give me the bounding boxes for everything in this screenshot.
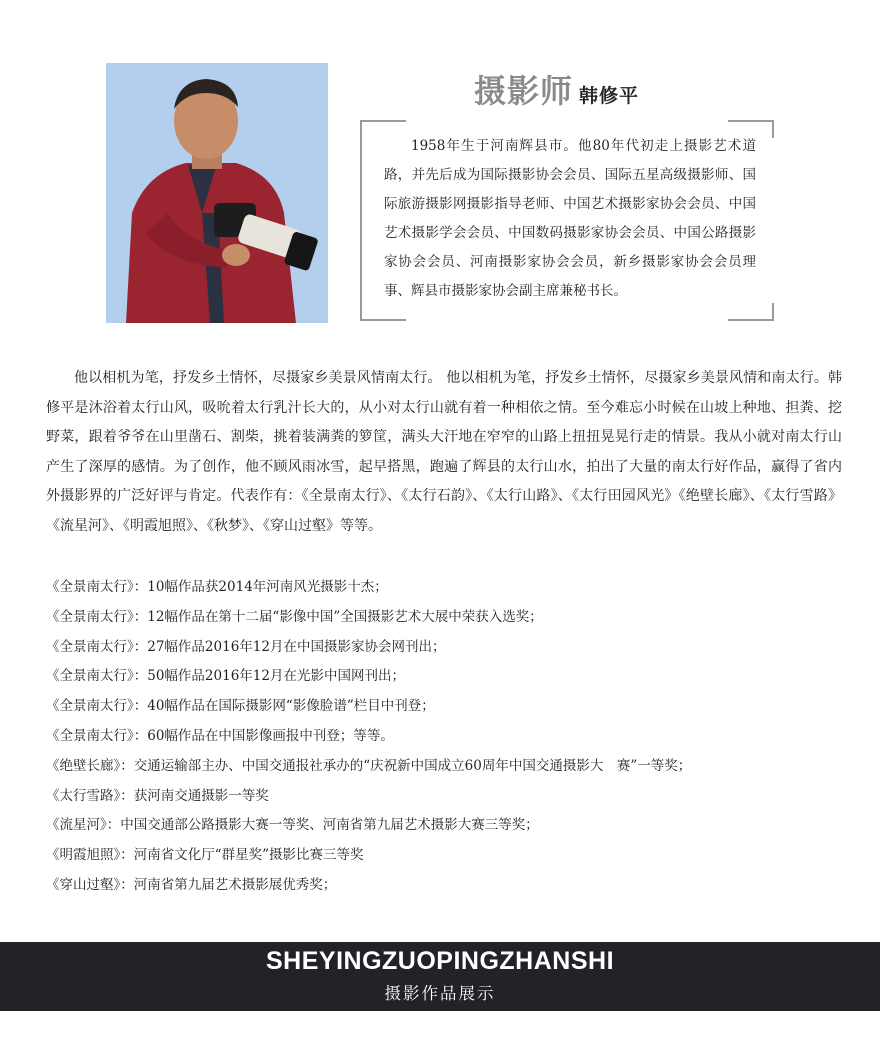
award-item: 《太行雪路》：获河南交通摄影一等奖 xyxy=(46,787,269,804)
award-item: 《全景南太行》：60幅作品在中国影像画报中刊登；等等。 xyxy=(46,727,394,744)
frame-top-left-line xyxy=(360,120,406,122)
award-item: 《流星河》：中国交通部公路摄影大赛一等奖、河南省第九届艺术摄影大赛三等奖； xyxy=(46,817,539,834)
frame-bottom-right-line xyxy=(728,319,774,321)
frame-right-top-line xyxy=(772,120,774,138)
award-item: 《全景南太行》：50幅作品2016年12月在光影中国网刊出； xyxy=(46,668,405,685)
frame-left-line xyxy=(360,120,362,321)
intro-paragraph: 他以相机为笔，抒发乡土情怀，尽摄家乡美景风情南太行。 他以相机为笔，抒发乡土情怀，尽摄家乡美景风情和南太行。韩修平是沐浴着太行山风，吸吮着太行乳汁长大的，从小对太行山就有着一种相依之情。至今难忘小时候在山坡上种地、担粪、挖野菜，跟着爷爷在山里凿石、割柴，挑着装满粪的箩筐，满头大汗地在窄窄的山路上扭扭晃晃行走的情景。我从小就对南太行山产生了深厚的感情。为了创作，他不顾风雨冰雪，起早搭黑，跑遍了辉县的太行山水，拍出了大量的南太行好作品，赢得了省内外摄影界的广泛好评与肯定。代表作有：《全景南太行》、《太行石韵》、《太行山路》、《太行田园风光》《绝壁长廊》、《太行雪路》《流星河》、《明霞旭照》、《秋梦》、《穿山过壑》等等。 xyxy=(46,370,842,534)
award-item: 《全景南太行》：10幅作品获2014年河南风光摄影十杰； xyxy=(46,579,388,595)
works-banner xyxy=(0,942,880,1011)
bio-text: 1958年生于河南辉县市。他80年代初走上摄影艺术道路，并先后成为国际摄影协会会员、国际五星高级摄影师、国际旅游摄影网摄影指导老师、中国艺术摄影家协会会员、中国艺术摄影学会会员、中国数码摄影家协会会员、中国公路摄影家协会会员、河南摄影家协会会员，新乡摄影家协会会员理事、辉县市摄影家协会副主席兼秘书长。 xyxy=(384,138,756,299)
award-item: 《穿山过壑》：河南省第九届艺术摄影展优秀奖； xyxy=(46,876,337,893)
banner-chinese-title: 摄影作品展示 xyxy=(384,984,496,1003)
awards-list xyxy=(46,573,846,901)
award-item: 《全景南太行》：40幅作品在国际摄影网“影像脸谱”栏目中刊登； xyxy=(46,698,435,715)
award-item: 《绝壁长廊》：交通运输部主办、中国交通报社承办的“庆祝新中国成立60周年中国交通摄影大 赛”一等奖； xyxy=(46,757,692,774)
portrait-illustration xyxy=(106,63,328,323)
frame-top-right-line xyxy=(728,120,774,122)
award-item: 《全景南太行》：12幅作品在第十二届“影像中国”全国摄影艺术大展中荣获入选奖； xyxy=(46,608,543,625)
banner-english-title: SHEYINGZUOPINGZHANSHI xyxy=(265,947,615,975)
photographer-portrait xyxy=(106,63,328,323)
frame-right-bottom-line xyxy=(772,303,774,321)
page-title: 摄影师 xyxy=(474,72,574,110)
award-item: 《全景南太行》：27幅作品2016年12月在中国摄影家协会网刊出； xyxy=(46,638,446,655)
award-item: 《明霞旭照》：河南省文化厅“群星奖”摄影比赛三等奖 xyxy=(46,847,364,864)
bio-box xyxy=(360,120,774,321)
title-row xyxy=(474,66,640,110)
frame-bottom-left-line xyxy=(360,319,406,321)
photographer-name: 韩修平 xyxy=(579,85,640,107)
